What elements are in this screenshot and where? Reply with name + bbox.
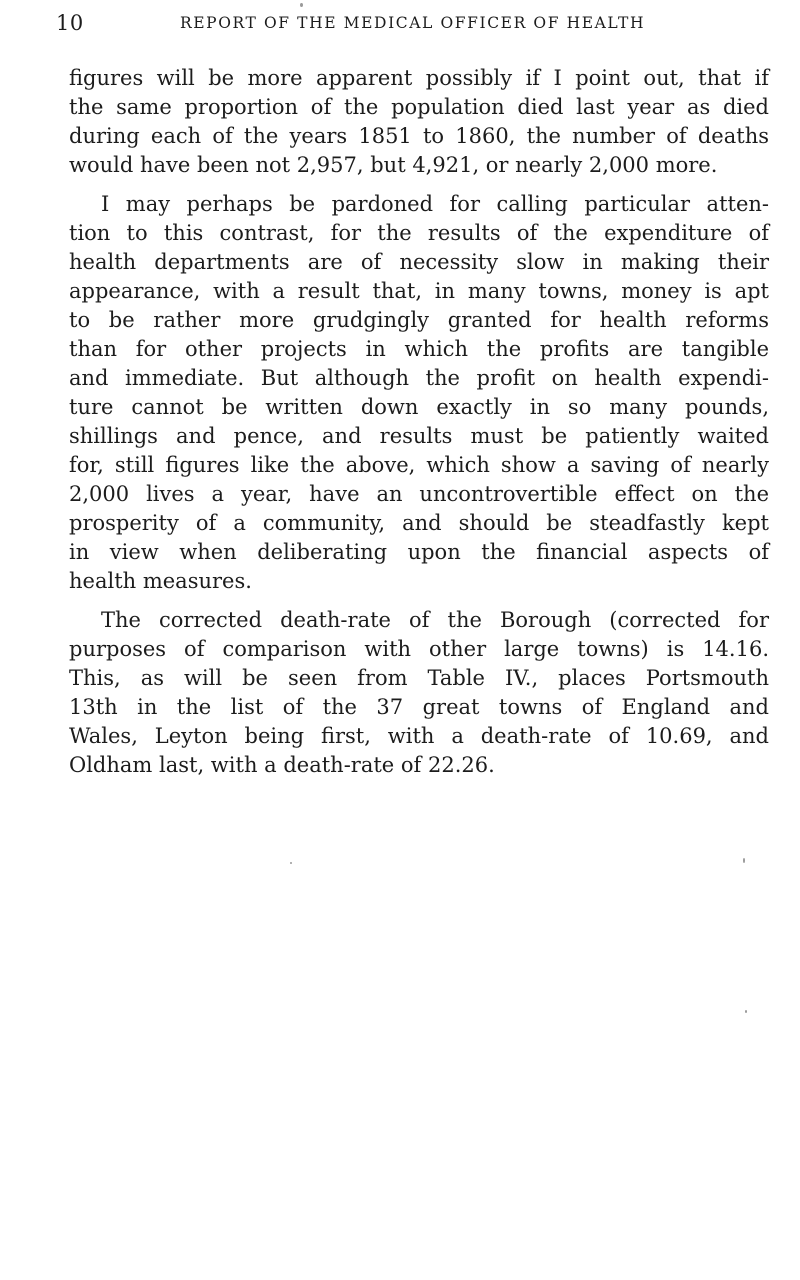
paper-speck	[300, 3, 303, 7]
text-line: would have been not 2,957, but 4,921, or nearly 2,000 more.	[69, 153, 718, 177]
text-line: during each of the years 1851 to 1860, the number of deaths	[69, 124, 769, 148]
text-line: I may perhaps be pardoned for calling particular atten-	[101, 192, 769, 216]
text-line: appearance, with a result that, in many towns, money is apt	[69, 279, 769, 303]
text-line: 2,000 lives a year, have an uncontrovertible effect on the	[69, 482, 769, 506]
text-line: ture cannot be written down exactly in so many pounds,	[69, 395, 769, 419]
text-line: The corrected death-rate of the Borough (corrected for	[101, 608, 769, 632]
text-line: prosperity of a community, and should be steadfastly kept	[69, 511, 769, 535]
text-line: This, as will be seen from Table IV., places Portsmouth	[69, 666, 769, 690]
text-line: than for other projects in which the profits are tangible	[69, 337, 769, 361]
text-line: health departments are of necessity slow in making their	[69, 250, 769, 274]
text-line: shillings and pence, and results must be patiently waited	[69, 424, 769, 448]
running-header	[0, 8, 800, 38]
text-line: 13th in the list of the 37 great towns of England and	[69, 695, 769, 719]
text-line: the same proportion of the population died last year as died	[69, 95, 769, 119]
text-line: health measures.	[69, 569, 252, 593]
paragraph-2	[69, 190, 769, 596]
text-line: tion to this contrast, for the results of the expenditure of	[69, 221, 769, 245]
page-number: 10	[56, 11, 84, 35]
paragraph-3	[69, 606, 769, 780]
paragraph-1	[69, 64, 769, 180]
body-text	[69, 64, 769, 790]
text-line: Oldham last, with a death-rate of 22.26.	[69, 753, 495, 777]
header-title: REPORT OF THE MEDICAL OFFICER OF HEALTH	[180, 14, 646, 32]
paper-speck	[745, 1010, 747, 1013]
text-line: purposes of comparison with other large towns) is 14.16.	[69, 637, 769, 661]
text-line: figures will be more apparent possibly if I point out, that if	[69, 66, 769, 90]
text-line: Wales, Leyton being first, with a death-rate of 10.69, and	[69, 724, 769, 748]
text-line: and immediate. But although the profit on health expendi-	[69, 366, 769, 390]
text-line: to be rather more grudgingly granted for health reforms	[69, 308, 769, 332]
text-line: in view when deliberating upon the financial aspects of	[69, 540, 769, 564]
paper-speck	[743, 858, 745, 863]
text-line: for, still figures like the above, which show a saving of nearly	[69, 453, 769, 477]
paper-speck	[290, 862, 292, 864]
